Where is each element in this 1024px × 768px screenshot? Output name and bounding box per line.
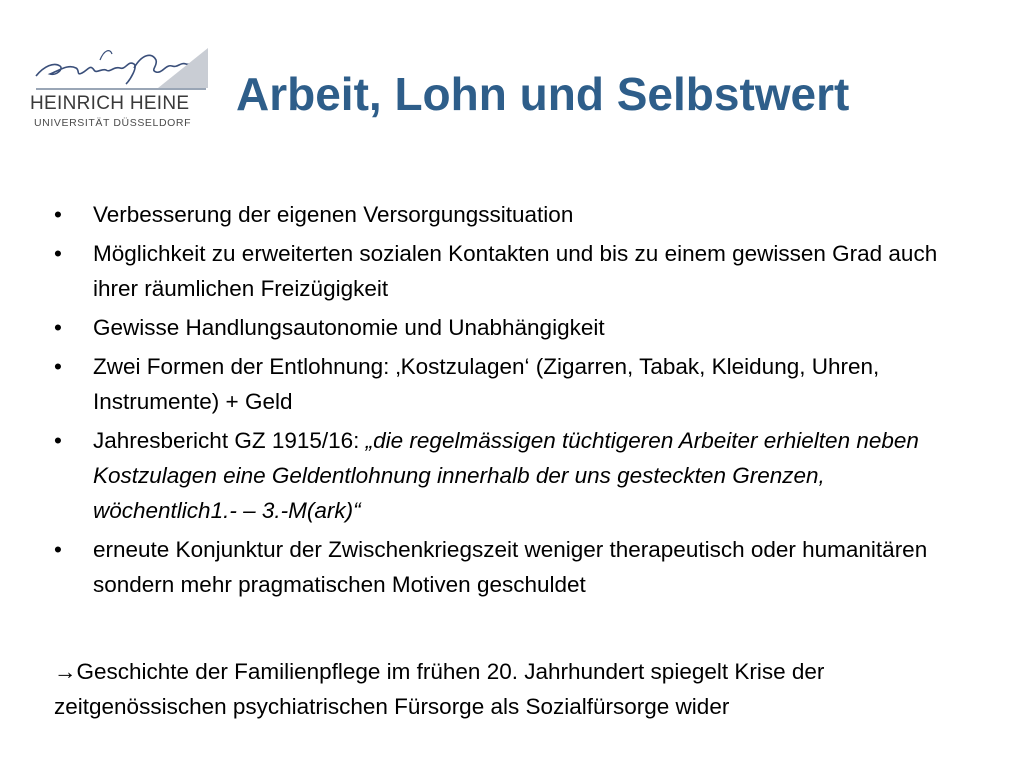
logo-university-name: HEINRICH HEINE bbox=[30, 93, 190, 114]
bullet-item bbox=[54, 197, 964, 232]
bullet-text: Möglichkeit zu erweiterten sozialen Kontakten und bis zu einem gewissen Grad auch ihrer räumlichen Freizügigkeit bbox=[93, 241, 938, 301]
bullet-symbol: • bbox=[54, 354, 62, 379]
slide-title: Arbeit, Lohn und Selbstwert bbox=[236, 68, 850, 120]
arrow-right-icon: → bbox=[54, 659, 77, 684]
bullet-list bbox=[54, 197, 964, 606]
bullet-symbol: • bbox=[54, 315, 62, 340]
bullet-item bbox=[54, 423, 964, 528]
bullet-item bbox=[54, 349, 964, 419]
bullet-text: Verbesserung der eigenen Versorgungssituation bbox=[93, 202, 574, 227]
bullet-symbol: • bbox=[54, 537, 62, 562]
bullet-symbol: • bbox=[54, 241, 62, 266]
bullet-text-with-quote bbox=[93, 423, 964, 528]
bullet-item bbox=[54, 310, 964, 345]
university-logo bbox=[30, 40, 210, 135]
bullet-text: Zwei Formen der Entlohnung: ‚Kostzulagen‘ (Zigarren, Tabak, Kleidung, Uhren, Instrumente) + Geld bbox=[93, 354, 880, 414]
bullet-text: erneute Konjunktur der Zwischenkriegszeit weniger therapeutisch oder humanitären sondern mehr pragmatischen Motiven geschuldet bbox=[93, 537, 928, 597]
logo-wedge-shape bbox=[158, 48, 208, 88]
bullet-text: Gewisse Handlungsautonomie und Unabhängigkeit bbox=[93, 315, 605, 340]
conclusion-paragraph bbox=[54, 654, 984, 724]
logo-divider bbox=[36, 88, 206, 90]
bullet-symbol: • bbox=[54, 202, 62, 227]
bullet-quote: „die regelmässigen tüchtigeren Arbeiter erhielten neben Kostzulagen eine Geldentlohnung innerhalb der uns gesteckten Grenzen, wöchentlich1.- – 3.-M(ark)“ bbox=[93, 428, 919, 523]
bullet-item bbox=[54, 236, 964, 306]
bullet-symbol: • bbox=[54, 428, 62, 453]
conclusion-text: Geschichte der Familienpflege im frühen 20. Jahrhundert spiegelt Krise der zeitgenössischen psychiatrischen Fürsorge als Sozialfürsorge wider bbox=[54, 659, 825, 719]
logo-university-subtitle: UNIVERSITÄT DÜSSELDORF bbox=[34, 117, 192, 129]
bullet-item bbox=[54, 532, 964, 602]
bullet-prefix: Jahresbericht GZ 1915/16: bbox=[93, 428, 366, 453]
